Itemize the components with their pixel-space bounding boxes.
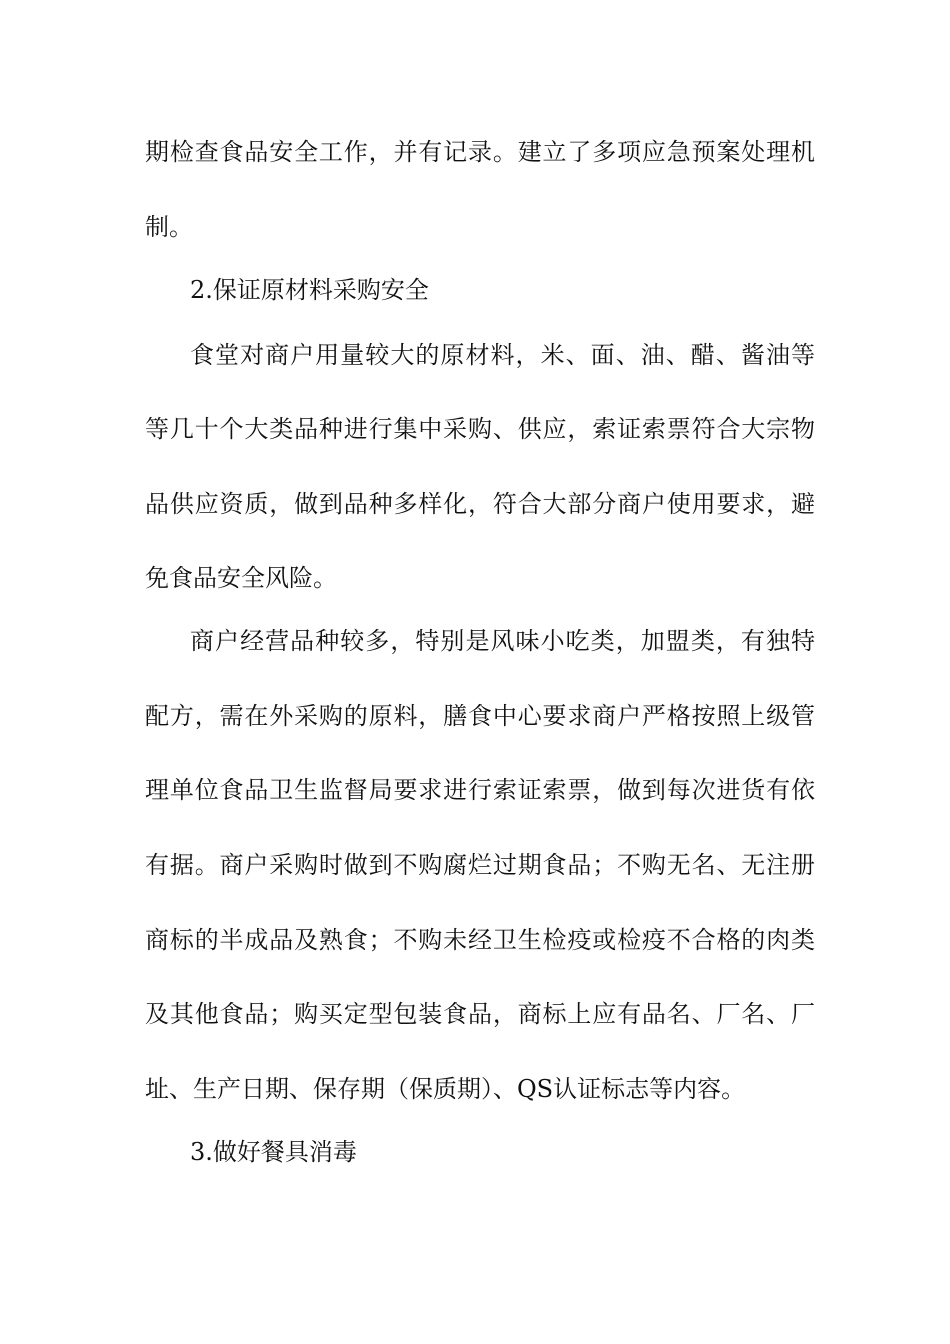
body-line: 食堂对商户用量较大的原材料，米、面、油、醋、酱油等 xyxy=(190,341,815,369)
body-line: 及其他食品；购买定型包装食品，商标上应有品名、厂名、厂 xyxy=(145,1000,815,1028)
body-line: 配方，需在外采购的原料，膳食中心要求商户严格按照上级管 xyxy=(145,702,815,730)
body-line: 址、生产日期、保存期（保质期）、QS认证标志等内容。 xyxy=(145,1075,746,1103)
body-line: 等几十个大类品种进行集中采购、供应，索证索票符合大宗物 xyxy=(145,415,815,443)
section-heading: 2.保证原材料采购安全 xyxy=(190,276,429,304)
body-line: 品供应资质，做到品种多样化，符合大部分商户使用要求，避 xyxy=(145,490,815,518)
body-line: 免食品安全风险。 xyxy=(145,564,337,592)
body-line: 制。 xyxy=(145,213,193,241)
section-heading: 3.做好餐具消毒 xyxy=(190,1138,357,1166)
body-line: 期检查食品安全工作，并有记录。建立了多项应急预案处理机 xyxy=(145,138,815,166)
body-line: 理单位食品卫生监督局要求进行索证索票，做到每次进货有依 xyxy=(145,776,815,804)
body-line: 商户经营品种较多，特别是风味小吃类，加盟类，有独特 xyxy=(190,627,815,655)
body-line: 商标的半成品及熟食；不购未经卫生检疫或检疫不合格的肉类 xyxy=(145,926,815,954)
body-line: 有据。商户采购时做到不购腐烂过期食品；不购无名、无注册 xyxy=(145,851,815,879)
